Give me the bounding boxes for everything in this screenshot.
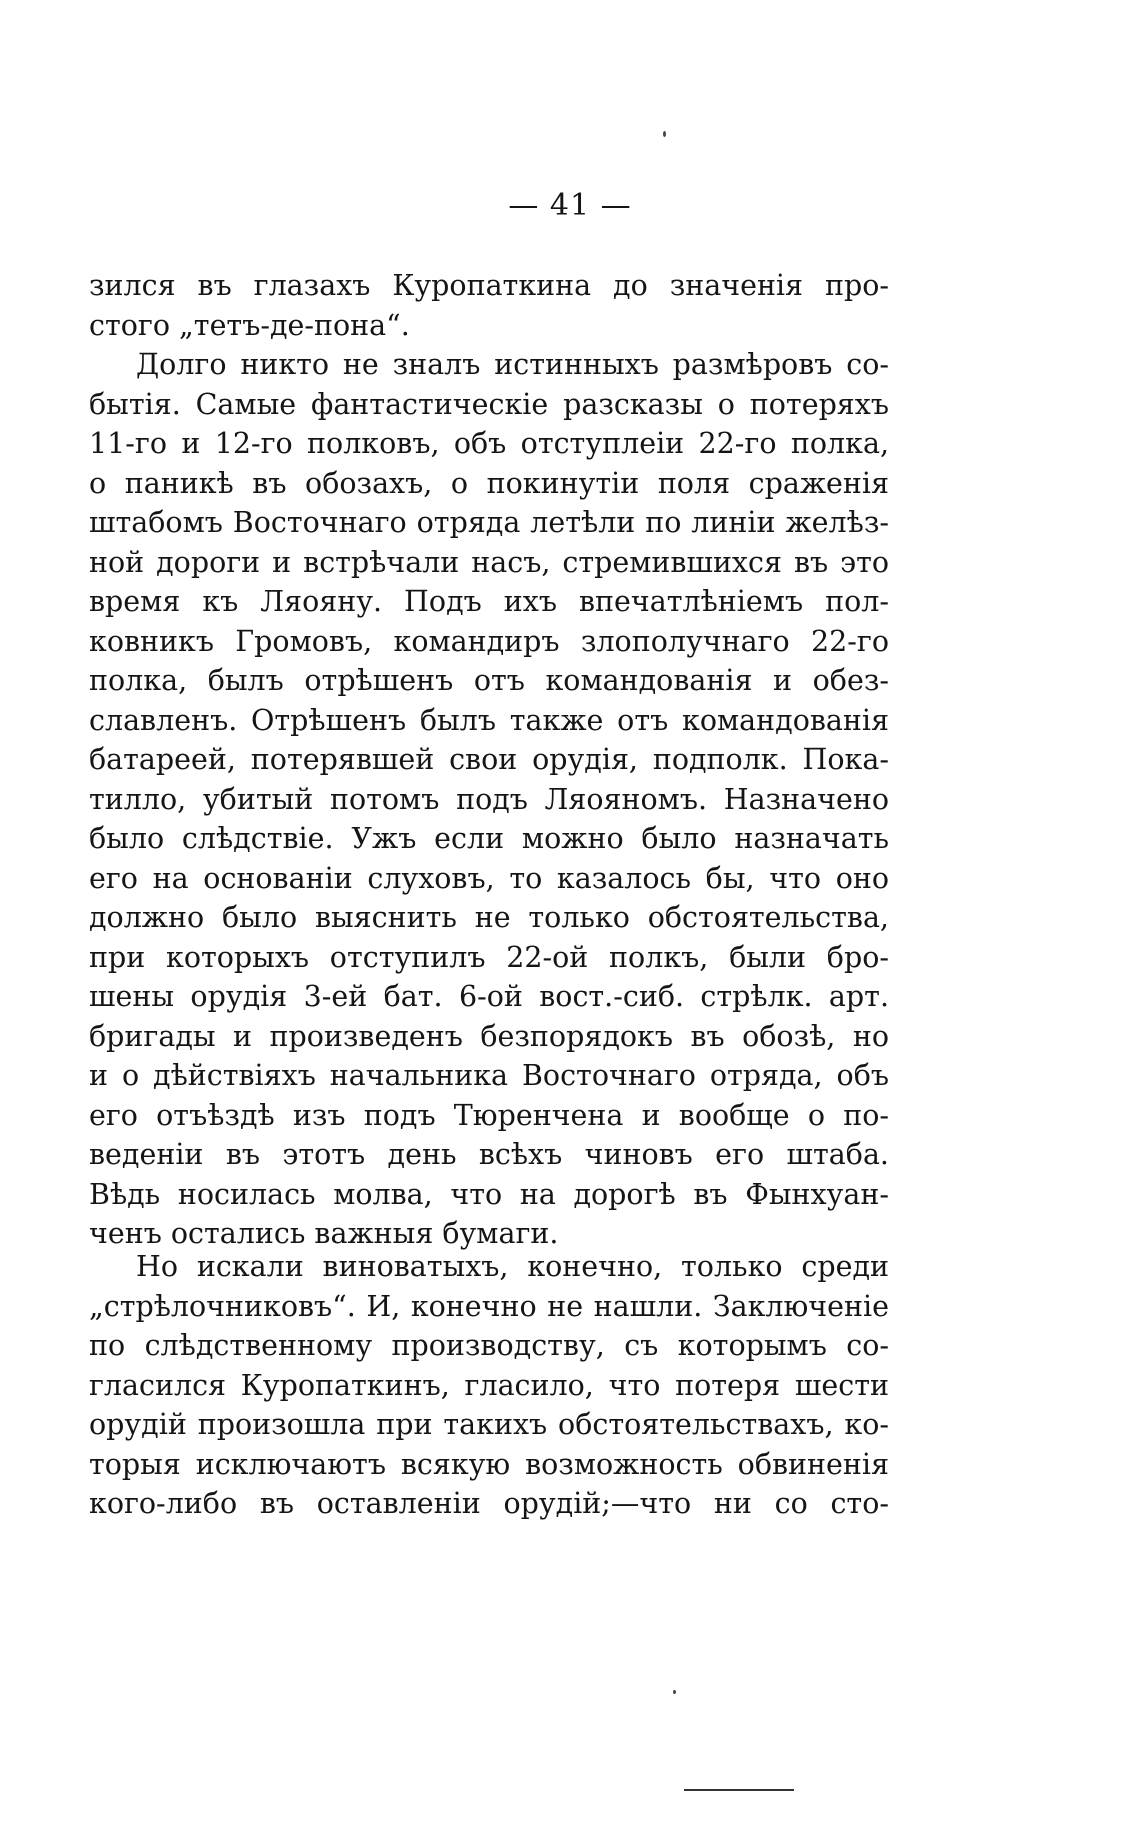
text-line: стого „тетъ-де-пона“.: [89, 308, 410, 342]
text-line: должно было выяснить не только обстоятельства,: [89, 901, 889, 934]
text-line: ченъ остались важныя бумаги.: [89, 1217, 559, 1250]
text-line: торыя исключаютъ всякую возможность обвиненія: [89, 1447, 889, 1481]
text-line: орудій произошла при такихъ обстоятельствахъ, ко-: [89, 1408, 889, 1441]
text-line: бригады и произведенъ безпорядокъ въ обозѣ, но: [89, 1019, 889, 1053]
text-line: кого-либо въ оставленіи орудій;—что ни со сто-: [89, 1487, 889, 1520]
bottom-rule: [684, 1789, 794, 1791]
text-line: 11-го и 12-го полковъ, объ отступлеіи 22-го полка,: [89, 427, 889, 460]
paragraph: [89, 1247, 889, 1524]
text-line: о паникѣ въ обозахъ, о покинутіи поля сраженія: [89, 466, 889, 500]
text-line: Долго никто не зналъ истинныхъ размѣровъ со-: [136, 348, 889, 381]
text-line: при которыхъ отступилъ 22-ой полкъ, были бро-: [89, 940, 889, 974]
text-line: Вѣдь носилась молва, что на дорогѣ въ Фынхуан-: [89, 1177, 889, 1211]
paragraph: [89, 345, 889, 1254]
text-line: его на основаніи слуховъ, то казалось бы, что оно: [89, 861, 889, 895]
text-line: было слѣдствіе. Ужъ если можно было назначать: [89, 822, 889, 855]
print-speck: [673, 1690, 676, 1694]
text-line: штабомъ Восточнаго отряда летѣли по линіи желѣз-: [89, 506, 889, 539]
text-line: зился въ глазахъ Куропаткина до значенія про-: [89, 269, 889, 302]
text-line: ной дороги и встрѣчали насъ, стремившихся въ это: [89, 545, 889, 579]
text-line: ковникъ Громовъ, командиръ злополучнаго 22-го: [89, 624, 889, 658]
text-line: славленъ. Отрѣшенъ былъ также отъ командованія: [89, 703, 889, 737]
text-line: его отъѣздѣ изъ подъ Тюренчена и вообще о по-: [89, 1098, 889, 1132]
text-line: „стрѣлочниковъ“. И, конечно не нашли. Заключеніе: [89, 1289, 889, 1323]
text-line: Но искали виноватыхъ, конечно, только среди: [136, 1250, 889, 1283]
text-line: время къ Ляояну. Подъ ихъ впечатлѣніемъ пол-: [89, 585, 889, 618]
page-number: — 41 —: [508, 188, 632, 223]
text-line: полка, былъ отрѣшенъ отъ командованія и обез-: [89, 664, 889, 697]
text-line: и о дѣйствіяхъ начальника Восточнаго отряда, объ: [89, 1059, 889, 1092]
text-line: батареей, потерявшей свои орудія, подполк. Пока-: [89, 743, 889, 776]
text-line: гласился Куропаткинъ, гласило, что потеря шести: [89, 1368, 889, 1402]
text-line: веденіи въ этотъ день всѣхъ чиновъ его штаба.: [89, 1138, 889, 1171]
paragraph-continuation: [89, 266, 889, 345]
print-speck: [663, 131, 666, 137]
text-line: шены орудія 3-ей бат. 6-ой вост.-сиб. стрѣлк. арт.: [89, 980, 889, 1013]
text-line: бытія. Самые фантастическіе разсказы о потеряхъ: [89, 387, 889, 421]
text-line: по слѣдственному производству, съ которымъ со-: [89, 1329, 889, 1362]
text-line: тилло, убитый потомъ подъ Ляояномъ. Назначено: [89, 782, 889, 816]
